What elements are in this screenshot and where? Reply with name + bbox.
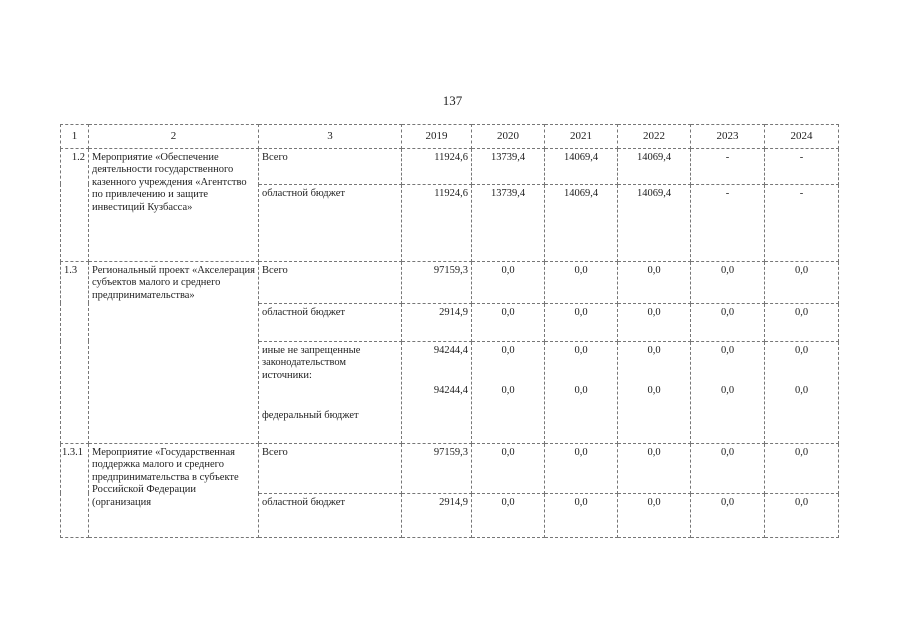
funding-source-federal: федеральный бюджет bbox=[262, 410, 359, 421]
value-cell: 97159,3 bbox=[402, 261, 472, 303]
value-cell: 0,0 bbox=[618, 443, 691, 493]
col-header: 2 bbox=[89, 125, 259, 149]
funding-source: областной бюджет bbox=[259, 493, 402, 537]
budget-table bbox=[60, 124, 839, 538]
table-row bbox=[61, 443, 839, 493]
value-cell: 0,0 bbox=[691, 303, 765, 341]
row-name: Мероприятие «Государственная поддержка малого и среднего предпринимательства в субъекте Российской Федерации (организация bbox=[89, 443, 259, 537]
value-cell: 13739,4 bbox=[472, 148, 545, 184]
funding-source bbox=[259, 341, 402, 443]
value-cell: 0,0 0,0 bbox=[618, 341, 691, 443]
value-cell: 0,0 0,0 bbox=[765, 341, 839, 443]
funding-source-other: иные не запрещенные законодательством источники: bbox=[262, 344, 361, 381]
table-row bbox=[61, 148, 839, 184]
row-code: 1.3 bbox=[61, 261, 89, 443]
row-name: Региональный проект «Акселерация субъектов малого и среднего предпринимательства» bbox=[89, 261, 259, 443]
col-header: 2024 bbox=[765, 125, 839, 149]
value-cell: 0,0 bbox=[618, 261, 691, 303]
funding-source: областной бюджет bbox=[259, 184, 402, 261]
table-row bbox=[61, 261, 839, 303]
value-cell: - bbox=[765, 184, 839, 261]
col-header: 1 bbox=[61, 125, 89, 149]
funding-source: Всего bbox=[259, 261, 402, 303]
col-header: 3 bbox=[259, 125, 402, 149]
funding-source: Всего bbox=[259, 443, 402, 493]
col-header: 2022 bbox=[618, 125, 691, 149]
value-cell: 0,0 bbox=[472, 303, 545, 341]
value-cell: 0,0 bbox=[472, 261, 545, 303]
value-cell: 0,0 bbox=[765, 443, 839, 493]
funding-source: Всего bbox=[259, 148, 402, 184]
value-cell: 97159,3 bbox=[402, 443, 472, 493]
value-cell: 0,0 bbox=[691, 443, 765, 493]
value-cell: 0,0 bbox=[545, 493, 618, 537]
col-header: 2020 bbox=[472, 125, 545, 149]
value-cell: 0,0 0,0 bbox=[545, 341, 618, 443]
page-number: 137 bbox=[442, 93, 463, 108]
row-name: Мероприятие «Обеспечение деятельности государственного казенного учреждения «Агентство по привлечению и защите инвестиций Кузбасса» bbox=[89, 148, 259, 261]
value-cell: 0,0 0,0 bbox=[472, 341, 545, 443]
value-cell: - bbox=[691, 184, 765, 261]
value-cell: 0,0 bbox=[472, 443, 545, 493]
value-cell: 0,0 bbox=[765, 493, 839, 537]
value-cell: 2914,9 bbox=[402, 493, 472, 537]
row-code: 1.3.1 bbox=[61, 443, 89, 537]
value-cell: 14069,4 bbox=[545, 184, 618, 261]
value-cell: 11924,6 bbox=[402, 148, 472, 184]
value-cell: 0,0 bbox=[765, 261, 839, 303]
value-cell: 0,0 bbox=[765, 303, 839, 341]
value-cell: 2914,9 bbox=[402, 303, 472, 341]
col-header: 2019 bbox=[402, 125, 472, 149]
value-cell: 0,0 bbox=[618, 493, 691, 537]
value-cell: 0,0 bbox=[618, 303, 691, 341]
value-cell: 0,0 bbox=[472, 493, 545, 537]
value-cell: 11924,6 bbox=[402, 184, 472, 261]
value-cell: 0,0 bbox=[545, 303, 618, 341]
value-cell: 14069,4 bbox=[618, 184, 691, 261]
value-cell: 13739,4 bbox=[472, 184, 545, 261]
value-cell: 94244,4 94244,4 bbox=[402, 341, 472, 443]
value-cell: 0,0 bbox=[691, 261, 765, 303]
value-cell: - bbox=[691, 148, 765, 184]
row-code: 1.2 bbox=[61, 148, 89, 261]
value-cell: - bbox=[765, 148, 839, 184]
value-cell: 14069,4 bbox=[545, 148, 618, 184]
header-row bbox=[61, 125, 839, 149]
funding-source: областной бюджет bbox=[259, 303, 402, 341]
value-cell: 0,0 bbox=[545, 261, 618, 303]
value-cell: 0,0 bbox=[691, 493, 765, 537]
value-cell: 0,0 0,0 bbox=[691, 341, 765, 443]
col-header: 2021 bbox=[545, 125, 618, 149]
col-header: 2023 bbox=[691, 125, 765, 149]
value-cell: 14069,4 bbox=[618, 148, 691, 184]
value-cell: 0,0 bbox=[545, 443, 618, 493]
